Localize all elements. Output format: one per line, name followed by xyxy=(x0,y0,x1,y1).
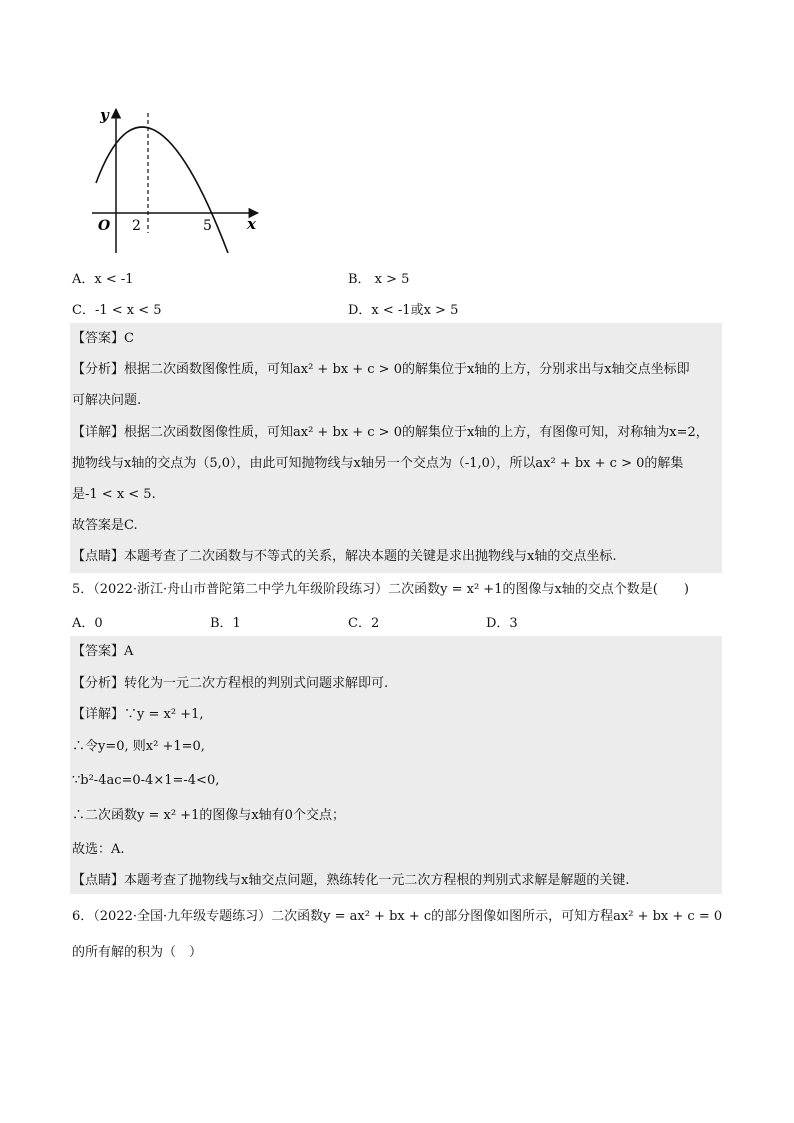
q6-stem-line-2: 的所有解的积为（ ） xyxy=(72,945,203,960)
q4-analysis-line-1: 【分析】根据二次函数图像性质，可知ax² + bx + c > 0的解集位于x轴的上方，分别求出与x轴交点坐标即 xyxy=(72,362,690,377)
y-label: y xyxy=(100,106,109,124)
q4-detail-line-2: 抛物线与x轴的交点为（5,0），由此可知抛物线与x轴另一个交点为（-1,0），所以ax² + bx + c > 0的解集 xyxy=(72,456,684,471)
q4-comment: 【点睛】本题考查了二次函数与不等式的关系，解决本题的关键是求出抛物线与x轴的交点坐标. xyxy=(72,549,617,564)
q4-detail-line-1: 【详解】根据二次函数图像性质，可知ax² + bx + c > 0的解集位于x轴的上方，有图像可知，对称轴为x=2， xyxy=(72,425,709,440)
q4-analysis-line-2: 可解决问题. xyxy=(72,393,142,408)
q4-options-row-2 xyxy=(72,299,732,317)
q5-choice: 故选：A. xyxy=(72,842,125,857)
q5-option-c[interactable]: C．2 xyxy=(348,616,380,631)
q4-answer: 【答案】C xyxy=(72,331,134,346)
q5-options xyxy=(72,612,732,630)
q5-detail-line-4: ∴二次函数y = x² +1的图像与x轴有0个交点； xyxy=(72,808,345,823)
q5-option-a[interactable]: A．0 xyxy=(72,616,103,631)
q4-option-d[interactable]: D．x < -1或x > 5 xyxy=(348,303,459,318)
q5-comment: 【点睛】本题考查了抛物线与x轴交点问题，熟练转化一元二次方程根的判别式求解是解题的关键. xyxy=(72,873,630,888)
tick-5-label: 5 xyxy=(203,218,212,234)
q4-options-row-1 xyxy=(72,268,732,286)
q5-option-b[interactable]: B．1 xyxy=(210,616,241,631)
q5-stem: 5．（2022·浙江·舟山市普陀第二中学九年级阶段练习）二次函数y = x² +1的图像与x轴的交点个数是( ) xyxy=(72,582,689,597)
q5-analysis: 【分析】转化为一元二次方程根的判别式问题求解即可. xyxy=(72,676,389,691)
q5-answer: 【答案】A xyxy=(72,644,134,659)
tick-2-label: 2 xyxy=(132,218,141,234)
parabola-graph xyxy=(88,103,268,258)
q4-detail-line-3: 是-1 < x < 5. xyxy=(72,487,156,502)
q4-conclusion: 故答案是C. xyxy=(72,518,138,533)
q5-detail-line-1: 【详解】∵y = x² +1, xyxy=(72,707,204,722)
q4-option-a[interactable]: A．x < -1 xyxy=(72,272,134,287)
q4-option-b[interactable]: B． x > 5 xyxy=(348,272,410,287)
q5-option-d[interactable]: D．3 xyxy=(486,616,518,631)
x-label: x xyxy=(247,215,256,233)
q5-detail-line-3: ∵b²-4ac=0-4×1=-4<0, xyxy=(72,773,220,788)
q4-option-c[interactable]: C．-1 < x < 5 xyxy=(72,303,162,318)
q6-stem-line-1: 6．（2022·全国·九年级专题练习）二次函数y = ax² + bx + c的部分图像如图所示，可知方程ax² + bx + c = 0 xyxy=(72,909,723,924)
origin-label: O xyxy=(98,218,111,234)
q5-detail-line-2: ∴令y=0, 则x² +1=0, xyxy=(72,739,205,754)
